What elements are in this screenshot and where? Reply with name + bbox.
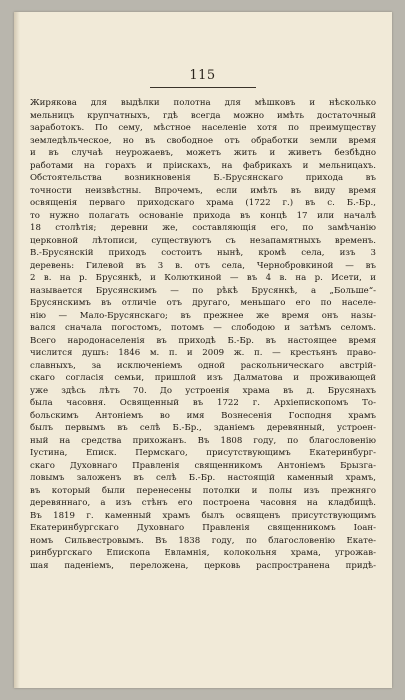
text-line: заработокъ. По сему, мѣстное населеніе хотя по преимуществу (30, 123, 376, 133)
text-line: нію — Мало-Брусянскаго; въ прежнее же время онъ назы- (30, 310, 376, 321)
text-line: то нужно полагать основаніе прихода въ концѣ 17 или началѣ (30, 210, 376, 221)
text-line: числится душъ: 1846 м. п. и 2009 ж. п. — крестьянъ право- (30, 348, 376, 358)
text-line: Обстоятельства возникновенія Б.-Брусянскаго прихода въ (30, 173, 376, 183)
text-line: освященія перваго приходскаго храма (1722 г.) въ с. Б.-Бр., (30, 198, 376, 208)
text-line: Всего народонаселенія въ приходѣ Б.-Бр. въ настоящее время (30, 335, 376, 346)
text-line: земледѣльческое, но въ свободное отъ обработки земли время (30, 135, 376, 146)
text-line: и въ случаѣ неурожаевъ, можетъ жить и живетъ безбѣдно (30, 148, 376, 158)
text-line: В.-Брусянскій приходъ состоитъ нынѣ, кромѣ села, изъ 3 (30, 248, 376, 258)
text-line: шая паденіемъ, переложена, церковь распространена придѣ- (30, 560, 376, 571)
text-line: деревяннаго, а изъ стѣнъ его построена часовня на кладбищѣ. (30, 498, 376, 508)
text-line: Екатеринбургскаго Духовнаго Правленія священникомъ Іоан- (30, 523, 376, 533)
text-line: ный на средства прихожанъ. Въ 1808 году, по благословенію (30, 435, 376, 446)
text-line: 18 столѣтія; деревни же, составляющія его, по замѣчанію (30, 223, 376, 233)
text-line: больскимъ Антоніемъ во имя Вознесенія Господня храмъ (30, 410, 376, 421)
text-line: Іустина, Еписк. Пермскаго, присутствующимъ Екатеринбург- (30, 448, 376, 458)
page-gutter-shadow (14, 12, 20, 688)
text-line: уже здѣсь лѣтъ 70. До устроенія храма въ д. Брусянахъ (30, 385, 376, 396)
text-line: въ который были перенесены потолки и полы изъ прежняго (30, 485, 376, 496)
text-line: былъ первымъ въ селѣ Б.-Бр., зданіемъ деревянный, устроен- (30, 423, 376, 433)
page-number: 115 (189, 68, 216, 83)
text-line: точности неизвѣстны. Впрочемъ, если имѣть въ виду время (30, 185, 376, 196)
text-line: деревень: Гилевой въ 3 в. отъ села, Чернобровкиной — въ (30, 260, 376, 271)
text-line: ловымъ заложенъ въ селѣ Б.-Бр. настоящій каменный храмъ, (30, 473, 376, 483)
header-rule (150, 87, 256, 88)
text-line: Брусянскимъ въ отличіе отъ другаго, меньшаго его по населе- (30, 298, 376, 308)
body-text (30, 97, 376, 572)
text-line: славныхъ, за исключеніемъ одной раскольническаго австрій- (30, 360, 376, 371)
text-line: церковной лѣтописи, существуютъ съ незапамятныхъ временъ. (30, 235, 376, 246)
text-line: Въ 1819 г. каменный храмъ былъ освященъ присутствующимъ (30, 510, 376, 521)
text-line: скаго Духовнаго Правленія священникомъ Антоніемъ Брызга- (30, 460, 376, 471)
text-line: была часовня. Освященный въ 1722 г. Архіепископомъ То- (30, 398, 376, 408)
text-line: скаго согласія семьи, пришлой изъ Далматова и проживающей (30, 373, 376, 383)
text-line: мельницъ крупчатныхъ, гдѣ всегда можно имѣть достаточный (30, 110, 376, 121)
text-line: вался сначала погостомъ, потомъ — слободою и затѣмъ селомъ. (30, 323, 376, 333)
text-line: 2 в. на р. Брусянкѣ, и Колюткиной — въ 4 в. на р. Исети, и (30, 273, 376, 283)
text-line: называется Брусянскимъ — по рѣкѣ Брусянкѣ, а „Больше“- (30, 285, 376, 296)
text-line: Жирякова для выдѣлки полотна для мѣшковъ и нѣсколько (30, 98, 376, 108)
text-line: номъ Сильвестровымъ. Въ 1838 году, по благословенію Екате- (30, 535, 376, 546)
text-line: работами на горахъ и пріискахъ, на фабрикахъ и мельницахъ. (30, 160, 376, 171)
text-line: ринбургскаго Епископа Евламнія, колокольня храма, угрожав- (30, 548, 376, 558)
